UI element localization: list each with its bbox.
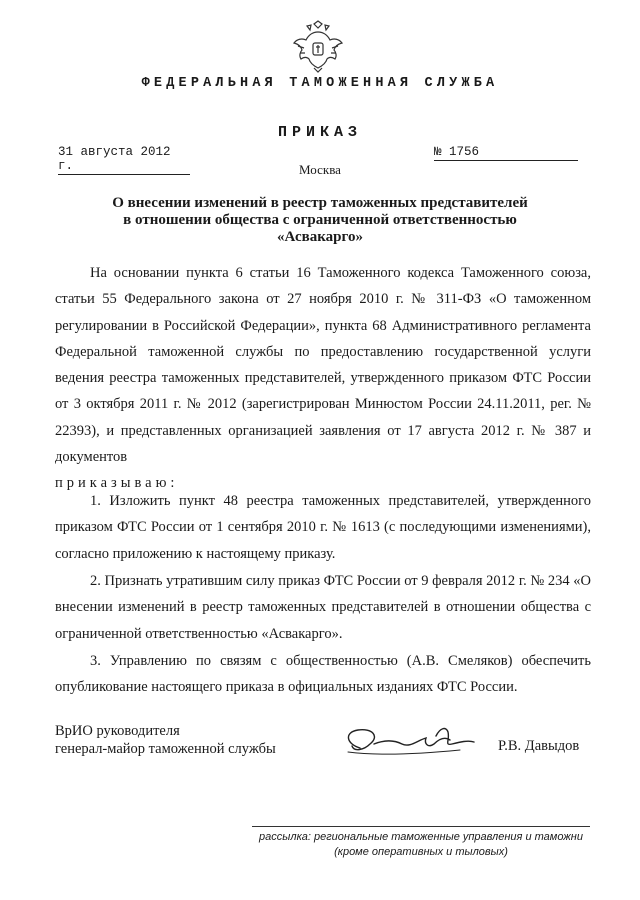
handwritten-signature xyxy=(340,722,480,762)
signatory-position xyxy=(55,722,276,758)
signatory-name: Р.В. Давыдов xyxy=(498,738,580,754)
coat-of-arms-emblem xyxy=(290,18,346,74)
document-type: ПРИКАЗ xyxy=(277,124,362,141)
clause-3: 3. Управлению по связям с общественностью (А.В. Смеляков) обеспечить опубликование настоящего приказа в официальных изданиях ФТС России. xyxy=(55,653,591,696)
distribution-list xyxy=(252,830,590,860)
preamble-paragraph xyxy=(55,260,591,497)
position-line-2: генерал-майор таможенной службы xyxy=(55,741,276,757)
distribution-line-1: рассылка: региональные таможенные управления и таможни xyxy=(259,831,583,843)
russian-coat-of-arms-icon xyxy=(290,18,346,74)
distribution-divider xyxy=(252,826,590,827)
subject-line-3: «Асвакарго» xyxy=(277,229,363,245)
distribution-line-2: (кроме оперативных и тыловых) xyxy=(334,846,508,858)
subject-line-1: О внесении изменений в реестр таможенных представителей xyxy=(112,195,528,211)
organization-name: ФЕДЕРАЛЬНАЯ ТАМОЖЕННАЯ СЛУЖБА xyxy=(141,76,499,91)
preamble-text: На основании пункта 6 статьи 16 Таможенного кодекса Таможенного союза, статьи 55 Федерального закона от 27 ноября 2010 г. № 311-ФЗ «О таможенном регулировании в Российской Федерации», пункта 68 Административного регламента Федеральной таможенной службы по предоставлению государственной услуги ведения реестра таможенных представителей, утвержденного приказом ФТС России от 3 октября 2011 г. № 2012 (зарегистрирован Минюстом России 24.11.2011, рег. № 22393), и представленных организацией заявления от 17 августа 2012 г. № 387 и документов xyxy=(55,265,591,466)
order-date: 31 августа 2012 г. xyxy=(58,145,190,175)
subject-line-2: в отношении общества с ограниченной ответственностью xyxy=(123,212,517,228)
order-number: № 1756 xyxy=(434,145,578,161)
order-city: Москва xyxy=(299,162,341,177)
order-directive-word: приказываю: xyxy=(55,475,179,492)
signature-icon xyxy=(340,722,480,762)
clause-2: 2. Признать утратившим силу приказ ФТС России от 9 февраля 2012 г. № 234 «О внесении изменений в реестр таможенных представителей в отношении общества с ограниченной ответственностью «Асвакарго». xyxy=(55,573,591,642)
clause-1: 1. Изложить пункт 48 реестра таможенных представителей, утвержденного приказом ФТС России от 1 сентября 2010 г. № 1613 (с последующими изменениями), согласно приложению к настоящему приказу. xyxy=(55,493,591,562)
order-subject xyxy=(60,195,580,246)
position-line-1: ВрИО руководителя xyxy=(55,723,180,739)
